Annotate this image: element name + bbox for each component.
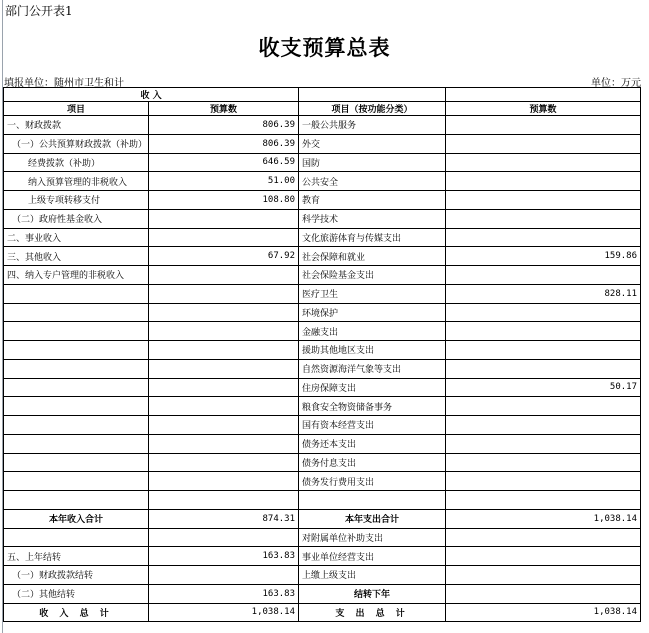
col-header-budget: 预算数 — [149, 102, 299, 116]
income-label: 上级专项转移支付 — [4, 191, 149, 210]
table-row — [4, 528, 641, 547]
table-row — [4, 491, 641, 510]
income-value — [149, 341, 299, 360]
expense-label: 上缴上级支出 — [299, 566, 446, 585]
table-row — [4, 397, 641, 416]
expense-label: 债务还本支出 — [299, 434, 446, 453]
table-row — [4, 359, 641, 378]
expense-total-label: 支 出 总 计 — [299, 603, 446, 622]
table-row — [4, 116, 641, 135]
income-label: 一、财政拨款 — [4, 116, 149, 135]
income-value: 51.00 — [149, 172, 299, 191]
expense-value — [446, 153, 641, 172]
budget-table — [3, 87, 641, 622]
col-header-exp-item: 项目（按功能分类） — [299, 102, 446, 116]
income-label — [4, 303, 149, 322]
expense-label: 社会保险基金支出 — [299, 266, 446, 285]
expense-value — [446, 397, 641, 416]
expense-subtotal-label: 本年支出合计 — [299, 509, 446, 528]
expense-label: 环境保护 — [299, 303, 446, 322]
income-value — [149, 453, 299, 472]
table-column-header — [4, 102, 641, 116]
expense-value: 159.86 — [446, 247, 641, 266]
table-row — [4, 153, 641, 172]
table-cell — [299, 88, 446, 102]
income-label — [4, 416, 149, 435]
expense-value — [446, 209, 641, 228]
income-label: 三、其他收入 — [4, 247, 149, 266]
income-value: 163.83 — [149, 584, 299, 603]
table-row — [4, 547, 641, 566]
income-value — [149, 378, 299, 397]
document-label: 部门公开表1 — [5, 4, 73, 18]
expense-label: 教育 — [299, 191, 446, 210]
carry-forward-label: 结转下年 — [299, 584, 446, 603]
page-title: 收支预算总表 — [258, 36, 391, 60]
income-value: 806.39 — [149, 116, 299, 135]
income-label — [4, 528, 149, 547]
table-row — [4, 284, 641, 303]
expense-label: 事业单位经营支出 — [299, 547, 446, 566]
income-value — [149, 566, 299, 585]
expense-value — [446, 547, 641, 566]
table-row — [4, 603, 641, 622]
expense-value — [446, 584, 641, 603]
expense-value — [446, 228, 641, 247]
income-group-header: 收 入 — [4, 88, 299, 102]
income-value — [149, 528, 299, 547]
expense-subtotal-value: 1,038.14 — [446, 509, 641, 528]
expense-label: 国防 — [299, 153, 446, 172]
expense-value — [446, 322, 641, 341]
expense-label: 对附属单位补助支出 — [299, 528, 446, 547]
table-row — [4, 191, 641, 210]
income-label — [4, 434, 149, 453]
income-total-value: 1,038.14 — [149, 603, 299, 622]
income-label: 二、事业收入 — [4, 228, 149, 247]
table-row — [4, 509, 641, 528]
expense-label: 债务发行费用支出 — [299, 472, 446, 491]
col-header-exp-budget: 预算数 — [446, 102, 641, 116]
income-value: 108.80 — [149, 191, 299, 210]
income-label — [4, 322, 149, 341]
expense-label: 社会保障和就业 — [299, 247, 446, 266]
expense-label: 援助其他地区支出 — [299, 341, 446, 360]
table-row — [4, 584, 641, 603]
table-row — [4, 247, 641, 266]
table-row — [4, 434, 641, 453]
expense-value — [446, 341, 641, 360]
income-value: 646.59 — [149, 153, 299, 172]
income-label — [4, 397, 149, 416]
income-value — [149, 284, 299, 303]
expense-value — [446, 491, 641, 510]
income-value — [149, 416, 299, 435]
table-row — [4, 228, 641, 247]
income-label — [4, 453, 149, 472]
expense-value: 50.17 — [446, 378, 641, 397]
income-value — [149, 228, 299, 247]
table-row — [4, 209, 641, 228]
expense-value — [446, 116, 641, 135]
currency-unit: 单位：万元 — [591, 78, 641, 89]
expense-value — [446, 134, 641, 153]
income-label — [4, 359, 149, 378]
table-row — [4, 266, 641, 285]
income-subtotal-label: 本年收入合计 — [4, 509, 149, 528]
expense-label: 医疗卫生 — [299, 284, 446, 303]
income-label — [4, 491, 149, 510]
expense-value — [446, 472, 641, 491]
table-row — [4, 134, 641, 153]
income-label: 五、上年结转 — [4, 547, 149, 566]
income-label: 四、纳入专户管理的非税收入 — [4, 266, 149, 285]
income-value — [149, 491, 299, 510]
table-row — [4, 378, 641, 397]
expense-label: 文化旅游体育与传媒支出 — [299, 228, 446, 247]
table-row — [4, 322, 641, 341]
expense-label: 金融支出 — [299, 322, 446, 341]
income-label: （二）政府性基金收入 — [4, 209, 149, 228]
income-value — [149, 322, 299, 341]
expense-value — [446, 566, 641, 585]
income-label: （一）公共预算财政拨款（补助） — [4, 134, 149, 153]
expense-label: 外交 — [299, 134, 446, 153]
expense-value — [446, 191, 641, 210]
table-row — [4, 303, 641, 322]
expense-label: 国有资本经营支出 — [299, 416, 446, 435]
income-value — [149, 266, 299, 285]
income-value — [149, 397, 299, 416]
table-row — [4, 566, 641, 585]
income-value — [149, 209, 299, 228]
income-label — [4, 341, 149, 360]
expense-label: 公共安全 — [299, 172, 446, 191]
expense-label: 粮食安全物资储备事务 — [299, 397, 446, 416]
expense-total-value: 1,038.14 — [446, 603, 641, 622]
income-label — [4, 378, 149, 397]
filing-unit: 填报单位：随州市卫生和计 — [4, 78, 124, 89]
expense-label: 一般公共服务 — [299, 116, 446, 135]
expense-value — [446, 303, 641, 322]
expense-value — [446, 359, 641, 378]
income-total-label: 收 入 总 计 — [4, 603, 149, 622]
table-cell — [446, 88, 641, 102]
expense-label: 自然资源海洋气象等支出 — [299, 359, 446, 378]
expense-label: 债务付息支出 — [299, 453, 446, 472]
table-group-header — [4, 88, 641, 102]
income-value: 67.92 — [149, 247, 299, 266]
table-row — [4, 172, 641, 191]
income-value — [149, 359, 299, 378]
income-value: 806.39 — [149, 134, 299, 153]
expense-value — [446, 434, 641, 453]
income-value: 163.83 — [149, 547, 299, 566]
expense-value — [446, 453, 641, 472]
col-header-item: 项目 — [4, 102, 149, 116]
expense-label — [299, 491, 446, 510]
income-value — [149, 303, 299, 322]
table-row — [4, 341, 641, 360]
expense-value — [446, 528, 641, 547]
table-row — [4, 416, 641, 435]
income-label: （二）其他结转 — [4, 584, 149, 603]
expense-value — [446, 266, 641, 285]
income-value — [149, 472, 299, 491]
income-label: （一）财政拨款结转 — [4, 566, 149, 585]
expense-label: 住房保障支出 — [299, 378, 446, 397]
table-row — [4, 472, 641, 491]
income-label — [4, 284, 149, 303]
expense-value — [446, 172, 641, 191]
income-subtotal-value: 874.31 — [149, 509, 299, 528]
income-label — [4, 472, 149, 491]
expense-value: 828.11 — [446, 284, 641, 303]
expense-label: 科学技术 — [299, 209, 446, 228]
table-row — [4, 453, 641, 472]
expense-value — [446, 416, 641, 435]
income-value — [149, 434, 299, 453]
income-label: 经费拨款（补助） — [4, 153, 149, 172]
income-label: 纳入预算管理的非税收入 — [4, 172, 149, 191]
